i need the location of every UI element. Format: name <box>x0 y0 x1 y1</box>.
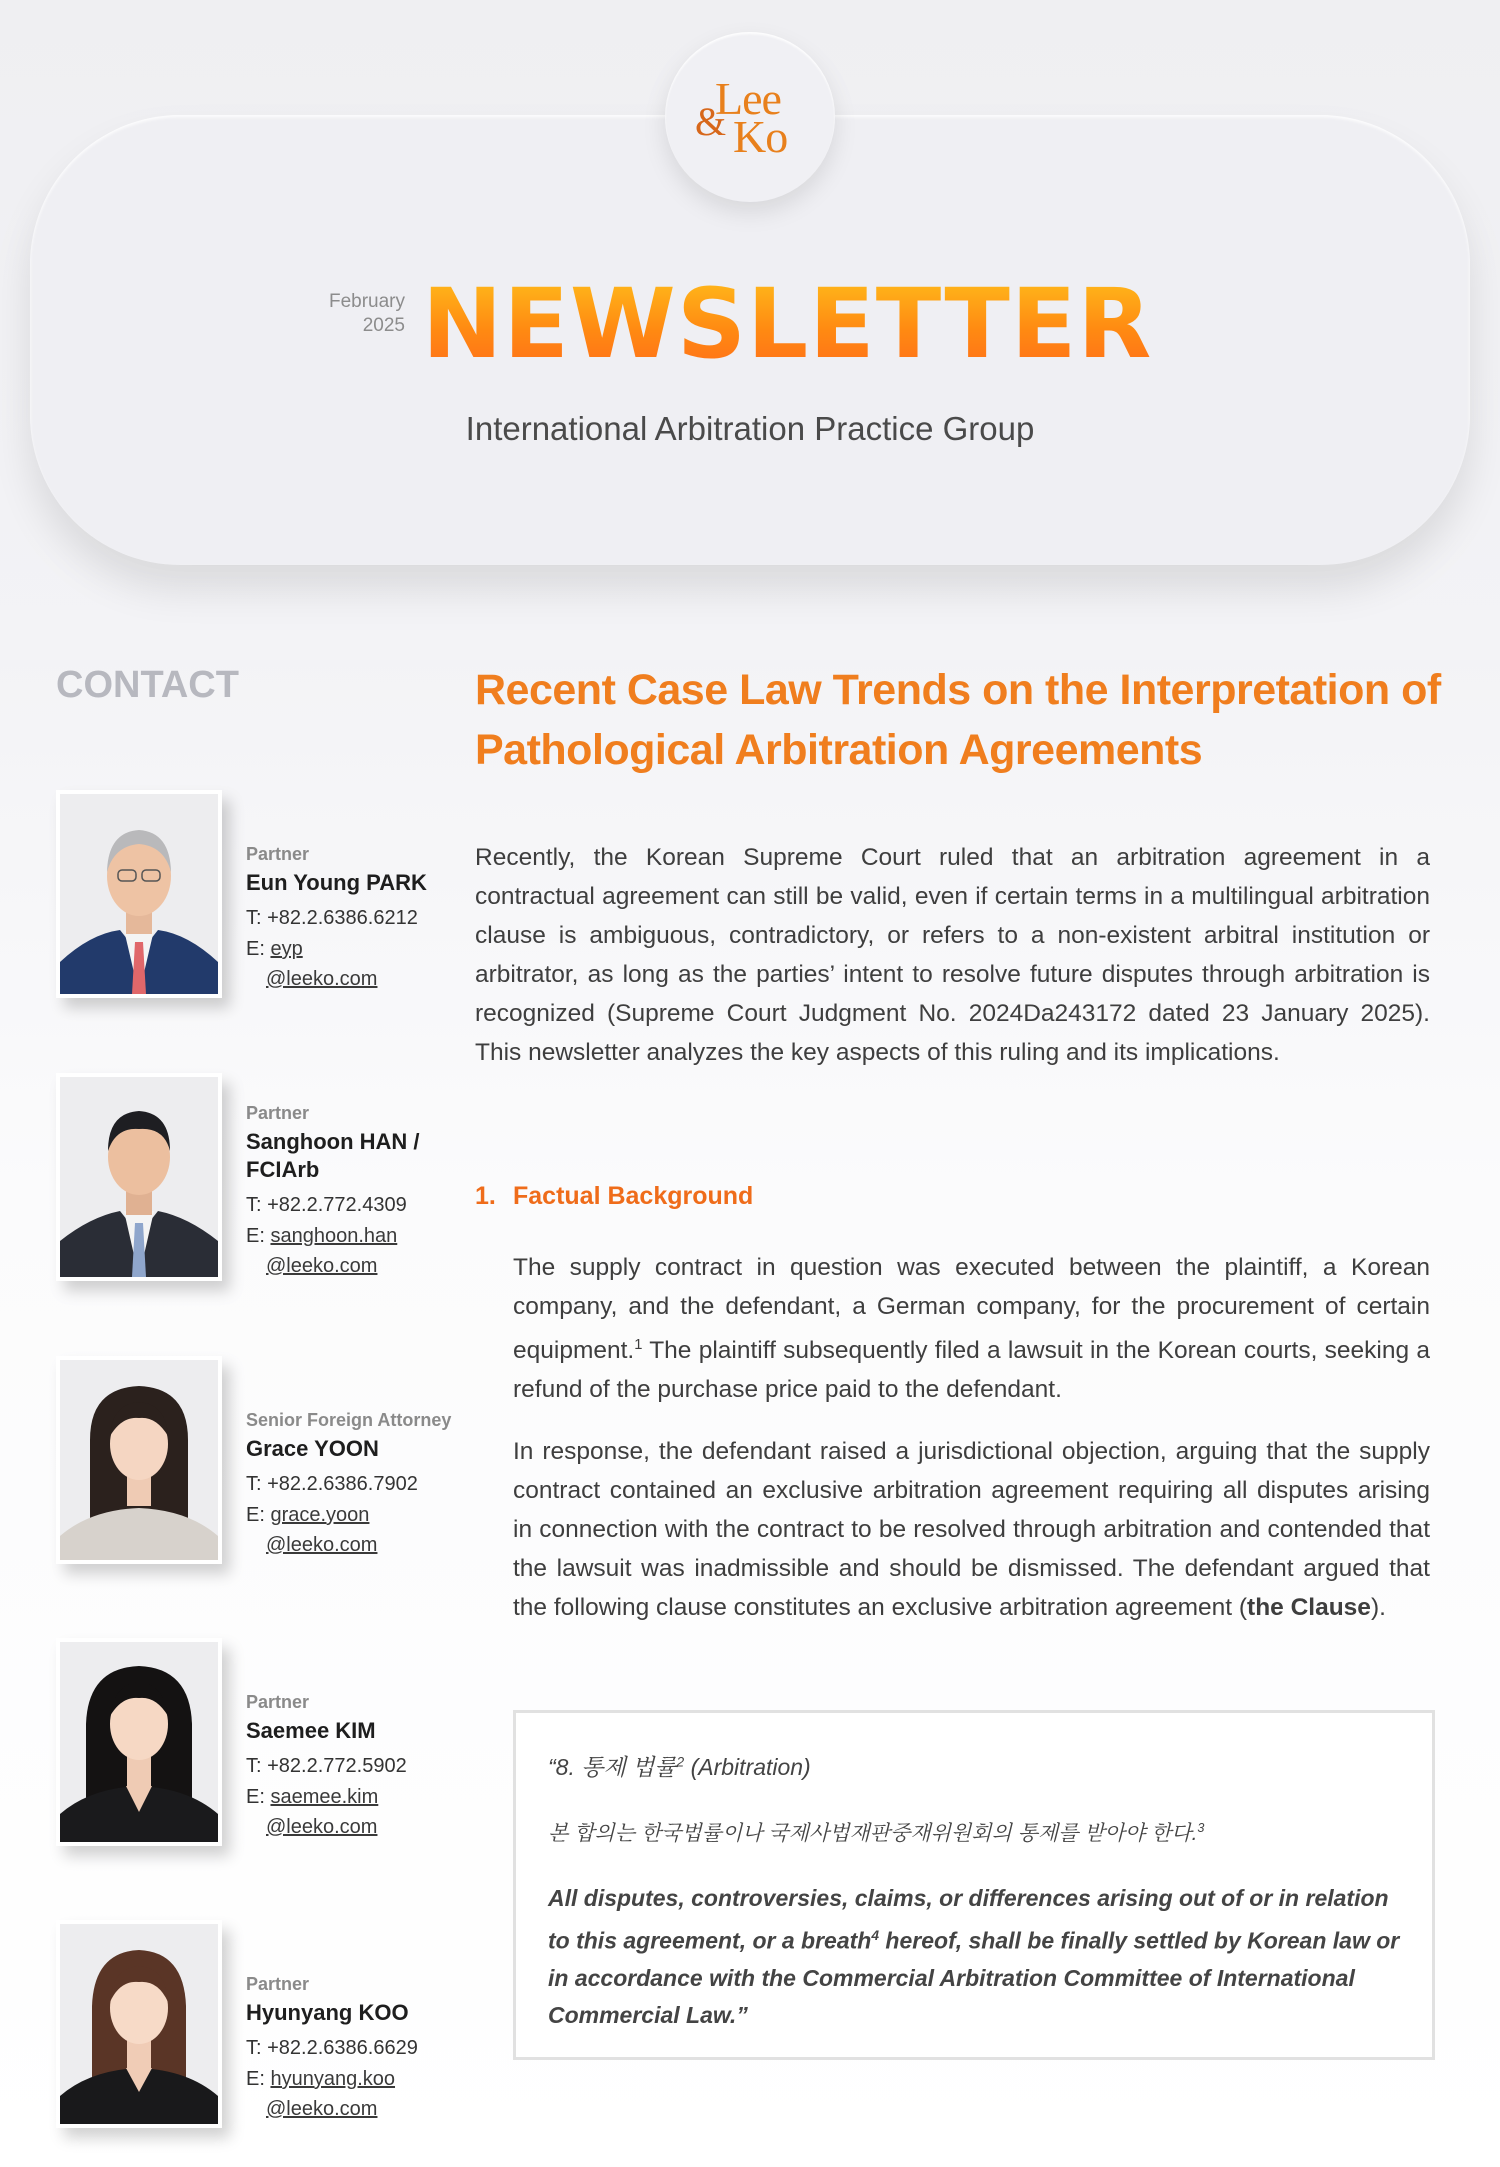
quote-text: 본 합의는 한국법률이나 국제사법재판중재위원회의 통제를 받아야 한다. <box>548 1822 1198 1845</box>
email-link[interactable] <box>246 1504 451 1560</box>
background-paragraph-2 <box>513 1432 1430 1627</box>
contact-role: Partner <box>246 1692 310 1712</box>
contact-role: Partner <box>246 1974 310 1994</box>
practice-group-subtitle: International Arbitration Practice Group <box>465 410 1035 447</box>
section-title: Factual Background <box>513 1182 754 1210</box>
contact-phone: T: +82.2.772.5902 <box>246 1755 407 1777</box>
paragraph-text: The supply contract in question was executed between the plaintiff, a Korean company, and the defendant, a German company, for the procurement of certain equipment. <box>513 1254 1430 1365</box>
contact-info <box>246 1410 451 1560</box>
email-prefix: E: <box>246 1786 265 1808</box>
issue-date <box>300 290 405 338</box>
email-user: grace.yoon <box>270 1504 370 1526</box>
issue-year: 2025 <box>362 315 405 336</box>
email-prefix: E: <box>246 2068 265 2090</box>
email-domain: @leeko.com <box>266 968 378 990</box>
contact-phone: T: +82.2.6386.6629 <box>246 2037 418 2059</box>
contact-email <box>246 2064 418 2124</box>
quote-title <box>548 1749 1408 1782</box>
article-headline: Recent Case Law Trends on the Interpretation of Pathological Arbitration Agreements <box>475 666 1441 774</box>
email-user: sanghoon.han <box>270 1225 398 1247</box>
email-domain: @leeko.com <box>266 2098 378 2120</box>
section-number: 1. <box>475 1182 496 1210</box>
contact-card-koo <box>56 1920 476 2130</box>
email-prefix: E: <box>246 938 265 960</box>
footnote-ref[interactable]: 3 <box>1197 1821 1205 1835</box>
contact-email <box>246 1221 420 1281</box>
email-domain: @leeko.com <box>266 1255 378 1277</box>
email-prefix: E: <box>246 1504 265 1526</box>
logo-lee: Lee <box>715 73 781 124</box>
avatar <box>56 1073 222 1281</box>
email-link[interactable] <box>246 938 427 994</box>
quote-korean <box>548 1817 1408 1847</box>
contact-phone: T: +82.2.6386.6212 <box>246 907 418 929</box>
contact-card-han <box>56 1073 476 1283</box>
clause-quote-box <box>513 1710 1435 2060</box>
quote-text: (Arbitration) <box>684 1754 811 1780</box>
contact-name: Eun Young PARK <box>246 870 427 895</box>
footnote-ref[interactable]: 2 <box>676 1754 685 1770</box>
quote-text: “8. 통제 법률 <box>548 1754 677 1780</box>
defined-term: the Clause <box>1247 1594 1371 1621</box>
email-link[interactable] <box>246 1786 407 1842</box>
background-paragraph-1 <box>513 1248 1430 1409</box>
avatar <box>56 790 222 998</box>
issue-month: February <box>328 291 405 312</box>
contact-phone: T: +82.2.772.4309 <box>246 1194 407 1216</box>
contact-card-kim <box>56 1638 476 1848</box>
avatar <box>56 1638 222 1846</box>
paragraph-text: The plaintiff subsequently filed a lawsuit in the Korean courts, seeking a refund of the purchase price paid to the defendant. <box>513 1337 1430 1404</box>
avatar <box>56 1356 222 1564</box>
paragraph-text: In response, the defendant raised a jurisdictional objection, arguing that the supply contract contained an exclusive arbitration agreement requiring all disputes arising in connection with the contract to be resolved through arbitration and contended that the lawsuit was inadmissible and should be dismissed. The defendant argued that the following clause constitutes an exclusive arbitration agreement ( <box>513 1438 1430 1621</box>
newsletter-title: NEWSLETTER <box>422 268 1153 380</box>
contact-info <box>246 844 427 994</box>
paragraph-text: ). <box>1370 1594 1386 1621</box>
logo-ampersand: & <box>695 99 727 144</box>
quote-text: All disputes, controversies, claims, or differences arising out of or in relation to this agreement, or a breath <box>548 1885 1389 1954</box>
leeko-logo[interactable] <box>665 32 835 202</box>
contact-card-yoon <box>56 1356 476 1566</box>
quote-text: hereof, shall be finally settled by Korean law or in accordance with the Commercial Arbitration Committee of International Commercial Law.” <box>548 1927 1400 2028</box>
contact-heading: CONTACT <box>56 664 239 706</box>
contact-info <box>246 1692 407 1842</box>
section-heading <box>475 1182 753 1211</box>
email-user: hyunyang.koo <box>270 2068 396 2090</box>
contact-email <box>246 934 427 994</box>
contact-info <box>246 1974 418 2124</box>
email-prefix: E: <box>246 1225 265 1247</box>
contact-card-park <box>56 790 476 1000</box>
email-domain: @leeko.com <box>266 1816 378 1838</box>
contact-email <box>246 1782 407 1842</box>
quote-english <box>548 1880 1408 2034</box>
footnote-ref[interactable]: 4 <box>871 1928 880 1943</box>
email-link[interactable] <box>246 1225 420 1281</box>
contact-role: Partner <box>246 844 310 864</box>
avatar <box>56 1920 222 2128</box>
email-user: saemee.kim <box>270 1786 379 1808</box>
contact-name: Grace YOON <box>246 1436 379 1461</box>
contact-name-line1: Sanghoon HAN / <box>246 1129 420 1154</box>
logo-ko: Ko <box>733 111 788 162</box>
contact-name: Hyunyang KOO <box>246 2000 409 2025</box>
contact-name-line2: FCIArb <box>246 1157 320 1182</box>
email-link[interactable] <box>246 2068 418 2124</box>
intro-paragraph: Recently, the Korean Supreme Court ruled that an arbitration agreement in a contractual agreement can still be valid, even if certain terms in a multilingual arbitration clause is ambiguous, contradictory, or refers to a non-existent arbitral institution or arbitrator, as long as the parties’ intent to resolve future disputes through arbitration is recognized (Supreme Court Judgment No. 2024Da243172 dated 23 January 2025). This newsletter analyzes the key aspects of this ruling and its implications. <box>475 844 1430 1066</box>
contact-role: Senior Foreign Attorney <box>246 1410 452 1430</box>
contact-phone: T: +82.2.6386.7902 <box>246 1473 418 1495</box>
contact-role: Partner <box>246 1103 310 1123</box>
email-user: eyp <box>270 938 303 960</box>
contact-info <box>246 1103 420 1281</box>
contact-name: Saemee KIM <box>246 1718 376 1743</box>
email-domain: @leeko.com <box>266 1534 378 1556</box>
contact-name <box>246 1128 420 1184</box>
footnote-ref[interactable]: 1 <box>634 1337 643 1353</box>
contact-email <box>246 1500 451 1560</box>
